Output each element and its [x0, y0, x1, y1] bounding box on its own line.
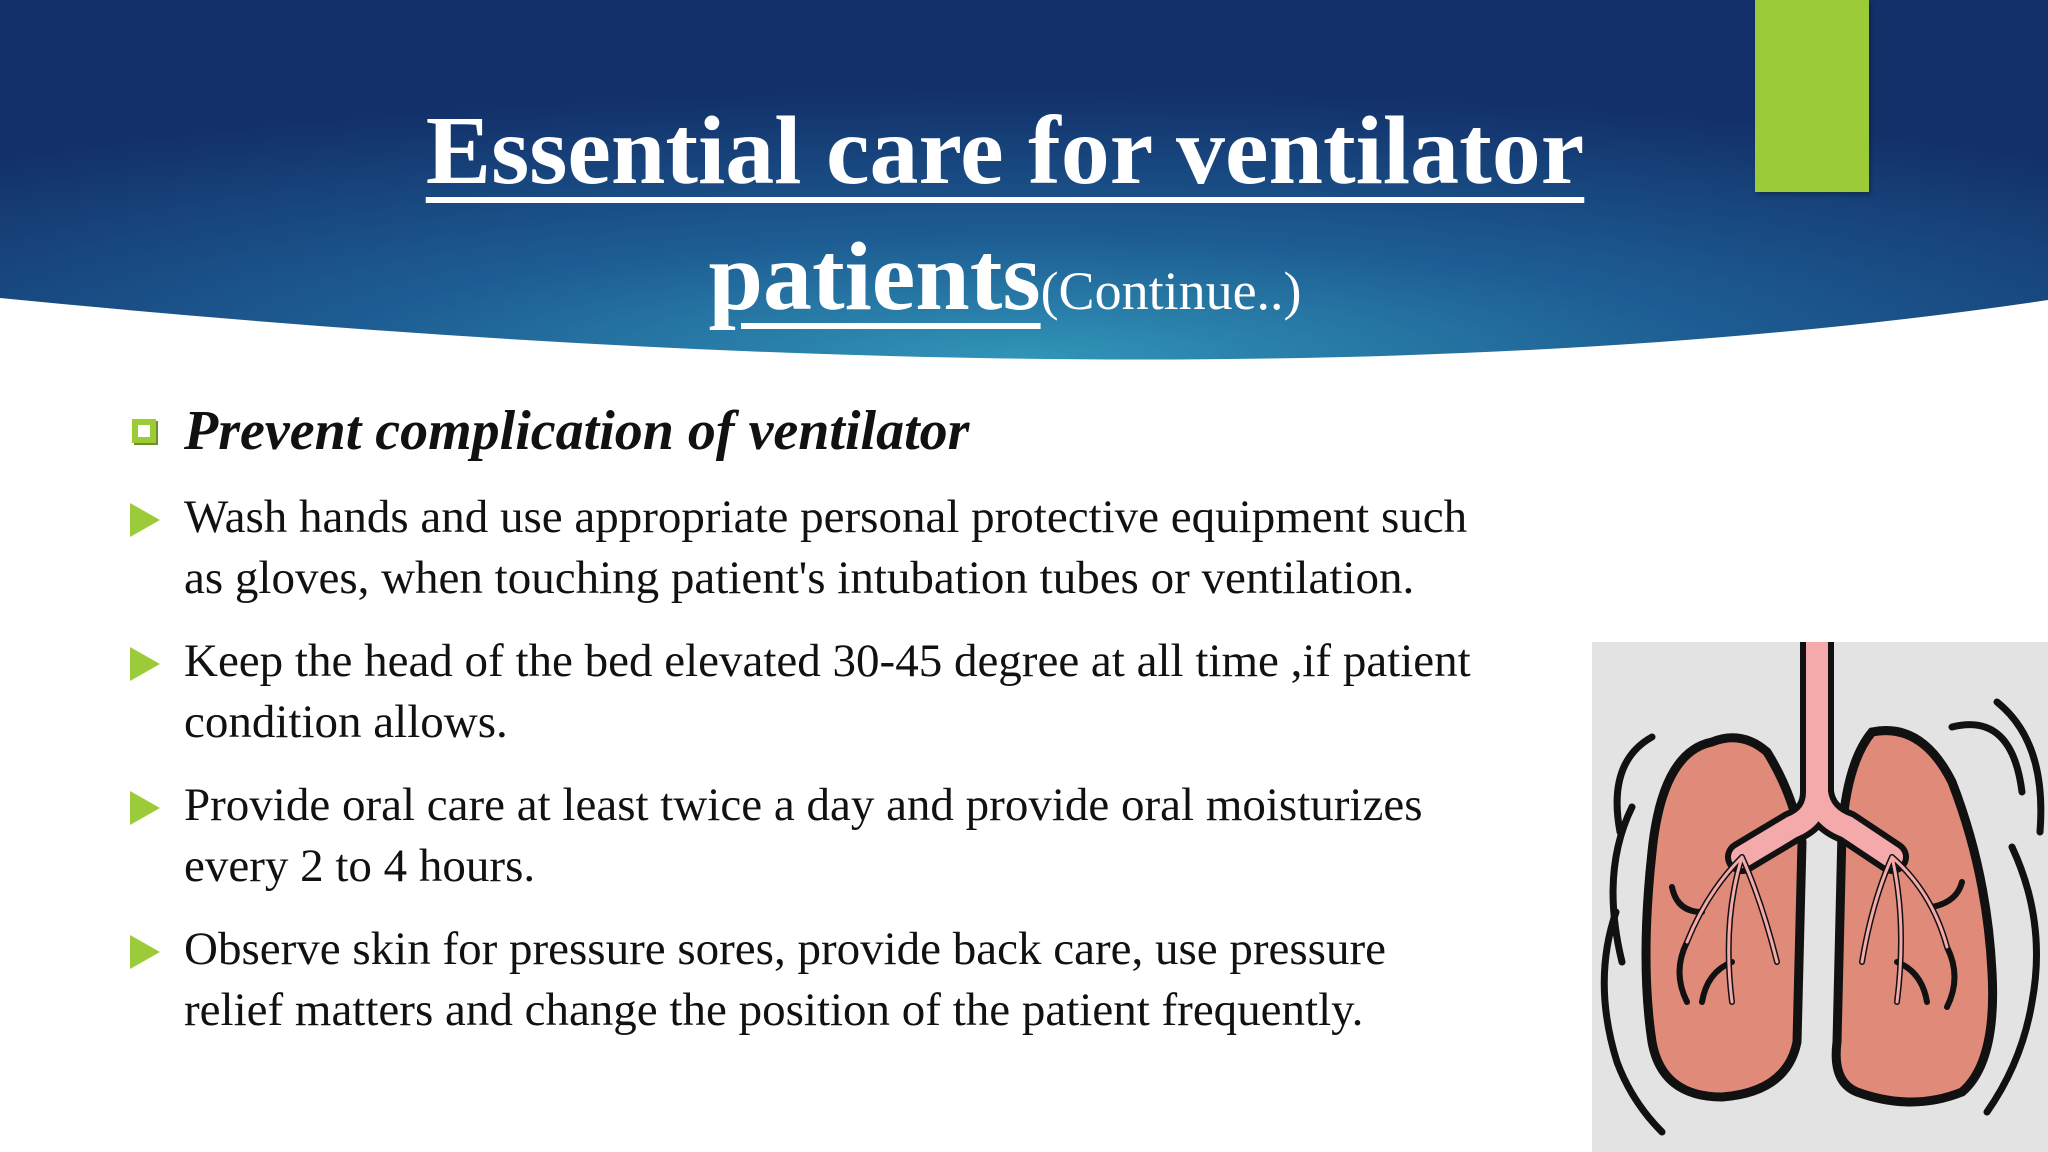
list-item	[128, 631, 1608, 753]
bullet-line: as gloves, when touching patient's intubation tubes or ventilation.	[184, 552, 1415, 604]
triangle-right-icon	[130, 503, 160, 537]
bullet-line: every 2 to 4 hours.	[184, 840, 536, 892]
list-item	[128, 487, 1608, 609]
slide-content	[128, 395, 1608, 1063]
section-heading-text: Prevent complication of ventilator	[184, 400, 970, 462]
triangle-right-icon	[130, 791, 160, 825]
bullet-list	[128, 487, 1608, 1041]
section-heading	[128, 395, 1608, 467]
accent-bar	[1755, 0, 1869, 192]
bullet-line: Provide oral care at least twice a day and provide oral moisturizes	[184, 779, 1423, 831]
checkbox-icon	[132, 419, 156, 443]
bullet-line: relief matters and change the position of the patient frequently.	[184, 984, 1364, 1036]
list-item	[128, 775, 1608, 897]
lungs-icon	[1592, 642, 2048, 1152]
bullet-line: Keep the head of the bed elevated 30-45 degree at all time ,if patient	[184, 635, 1471, 687]
title-line-2: patients	[708, 223, 1041, 331]
slide-title	[300, 88, 1710, 354]
triangle-right-icon	[130, 647, 160, 681]
bullet-line: Wash hands and use appropriate personal protective equipment such	[184, 491, 1468, 543]
title-suffix: (Continue..)	[1040, 261, 1302, 321]
title-line-1: Essential care for ventilator	[425, 97, 1585, 205]
triangle-right-icon	[130, 935, 160, 969]
bullet-line: condition allows.	[184, 696, 508, 748]
bullet-line: Observe skin for pressure sores, provide back care, use pressure	[184, 923, 1386, 975]
list-item	[128, 919, 1608, 1041]
